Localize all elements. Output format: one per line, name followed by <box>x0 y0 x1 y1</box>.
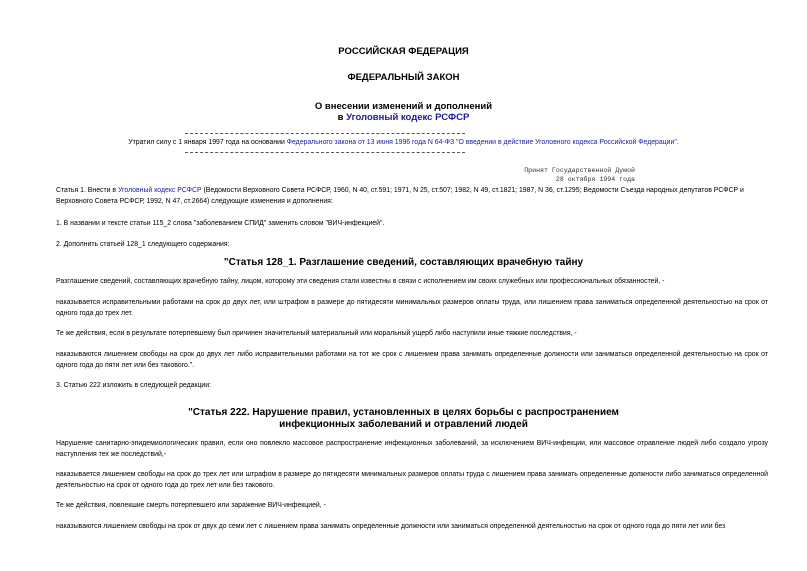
repeal-note-prefix: Утратил силу с 1 января 1997 года на основании <box>128 139 287 146</box>
art222-paragraph-4: наказываются лишением свободы на срок от двух до семи лет с лишением права занимать определенные должности или заниматься определенной деятельностью на срок от одного года до пяти лет или без <box>56 523 726 530</box>
article-1-prefix: Статья 1. Внести в <box>56 187 118 194</box>
divider-top <box>185 133 465 134</box>
article-128-1-title: "Статья 128_1. Разглашение сведений, составляющих врачебную тайну <box>223 257 584 268</box>
law-title-line1: О внесении изменений и дополнений <box>314 101 493 112</box>
doc-type-heading: ФЕДЕРАЛЬНЫЙ ЗАКОН <box>347 72 460 83</box>
art128-paragraph-3: Те же действия, если в результате потерпевшему был причинен значительный материальный или моральный ущерб либо наступили иные тяжкие последствия, - <box>56 330 577 337</box>
divider-bottom <box>185 152 465 153</box>
art128-paragraph-1: Разглашение сведений, составляющих врачебную тайну, лицом, которому эти сведения стали известны в связи с исполнением им своих служебных или профессиональных обязанностей, - <box>56 278 665 285</box>
article-1-rest: (Ведомости Верховного Совета РСФСР, 1960, N 40, ст.591; 1971, N 25, ст.507; 1982, N 49, ст.1821; 1987, N 36, ст.1295; Ведомости Съезда народных депутатов РСФСР и Верховного Совета РСФСР, 1992, N 47, ст.2664) следующие изменения и дополнения: <box>56 187 744 205</box>
criminal-code-link-2[interactable]: Уголовный кодекс РСФСР <box>117 187 202 194</box>
adopted-line1: Принят Государственной Думой <box>524 167 635 174</box>
art222-paragraph-2: наказывается лишением свободы на срок до трех лет или штрафом в размере до пятидесяти минимальных размеров оплаты труда с лишением права занимать определенные должности либо заниматься определенной деятельностью на срок от одного года до трех лет или без такового. <box>56 471 768 489</box>
article-222-title-line2: инфекционных заболеваний и отравлений людей <box>279 419 528 430</box>
law-title-prefix: в <box>337 112 347 123</box>
art128-paragraph-2: наказывается исправительными работами на срок до двух лет, или штрафом в размере до пятидесяти минимальных размеров оплаты труда, или лишением права заниматься определенной деятельностью на срок от одного года до трех лет. <box>56 299 768 317</box>
item-2: 2. Дополнить статьей 128_1 следующего содержания: <box>56 241 230 248</box>
article-1 <box>38 186 768 207</box>
article-222-title-line1: "Статья 222. Нарушение правил, установленных в целях борьбы с распространением <box>188 407 619 418</box>
art222-paragraph-3: Те же действия, повлекшие смерть потерпевшего или заражение ВИЧ-инфекцией, - <box>56 502 326 509</box>
adopted-line2: 28 октября 1994 года <box>555 176 635 183</box>
repeal-note-suffix: . <box>676 139 679 146</box>
federal-law-link[interactable]: Федерального закона от 13 июня 1996 года N 64-ФЗ "О введении в действие Уголовного кодекса Российской Федерации" <box>286 139 677 146</box>
art222-paragraph-1: Нарушение санитарно-эпидемиологических правил, если оно повлекло массовое распространение инфекционных заболеваний, за исключением ВИЧ-инфекции, или массовое отравление людей либо создало угрозу наступления тех же последствий,- <box>56 440 768 458</box>
repeal-note <box>0 138 807 147</box>
art128-paragraph-4: наказываются лишением свободы на срок до двух лет либо исправительными работами на тот же срок с лишением права занимать определенные должности или заниматься определенной деятельностью на срок от одного года до пяти лет или без такового.". <box>56 351 768 369</box>
law-title-line2 <box>0 112 807 123</box>
country-heading: РОССИЙСКАЯ ФЕДЕРАЦИЯ <box>338 46 469 57</box>
item-1: 1. В названии и тексте статьи 115_2 слова "заболеванием СПИД" заменить словом "ВИЧ-инфекцией". <box>56 220 385 227</box>
item-3: 3. Статью 222 изложить в следующей редакции: <box>56 382 212 389</box>
criminal-code-link[interactable]: Уголовный кодекс РСФСР <box>346 112 470 123</box>
